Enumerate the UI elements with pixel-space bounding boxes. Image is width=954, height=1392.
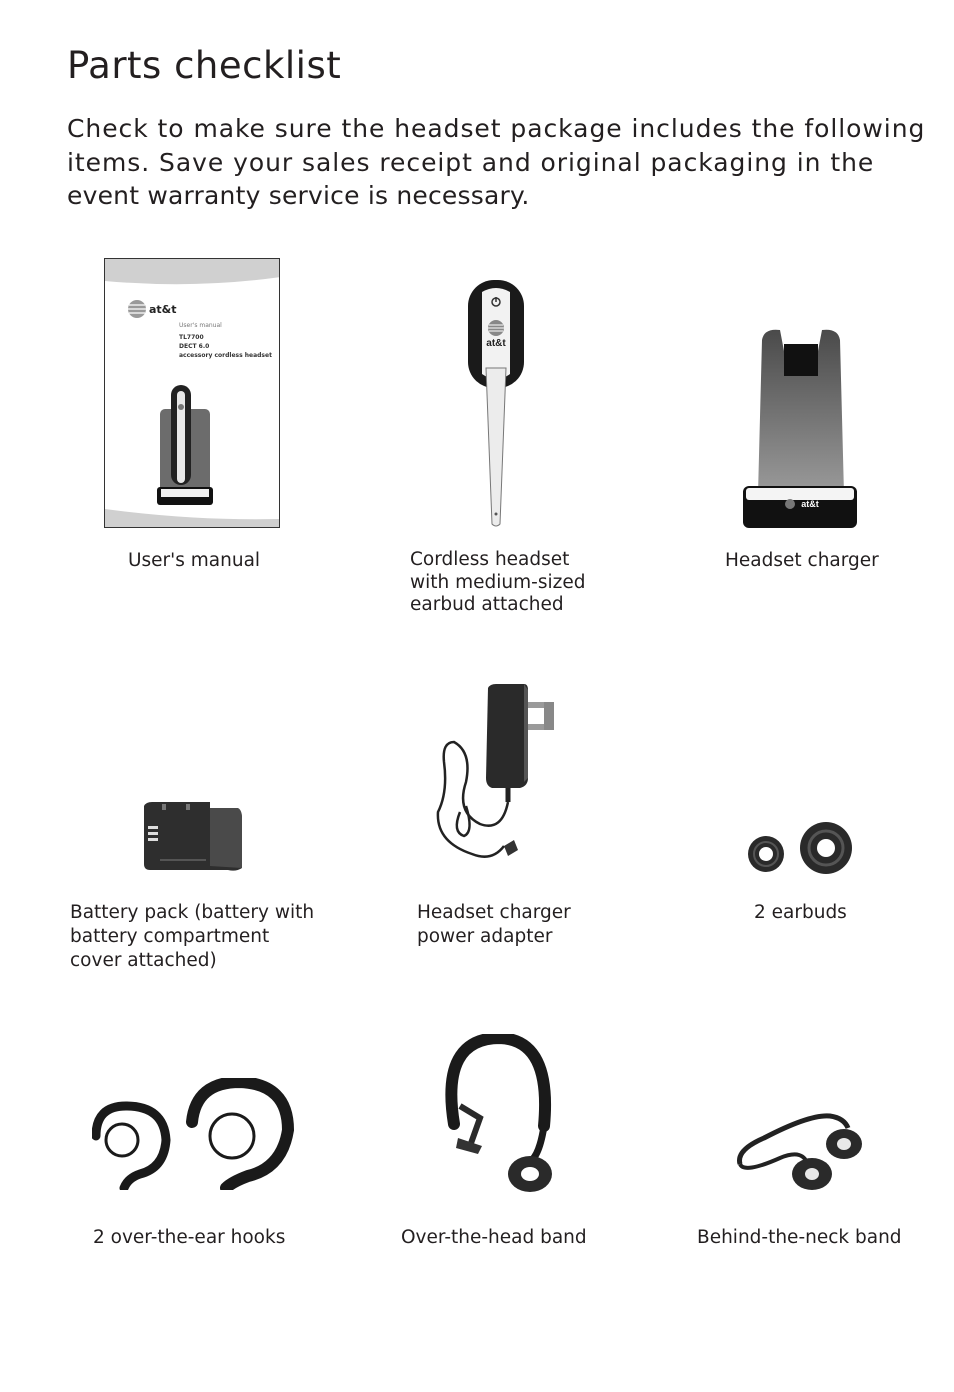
charger-cradle-icon	[740, 326, 860, 530]
caption-cordless-headset: Cordless headset with medium-sized earbud attached	[410, 549, 586, 615]
earbuds-icon	[746, 820, 854, 876]
caption-earbuds: 2 earbuds	[754, 902, 847, 923]
page-title: Parts checklist	[67, 44, 342, 87]
manual-subtitle: User's manual	[179, 322, 222, 329]
headband-icon	[440, 1034, 554, 1194]
intro-text	[67, 112, 926, 213]
manual-model: TL7700	[179, 334, 204, 341]
neckband-icon	[734, 1108, 866, 1192]
caption-behind-neck-band: Behind-the-neck band	[697, 1227, 902, 1248]
ear-hooks-icon	[92, 1078, 294, 1190]
manual-tech: DECT 6.0	[179, 343, 210, 350]
intro-line: items. Save your sales receipt and original packaging in the	[67, 147, 875, 177]
caption-battery-pack: Battery pack (battery with battery compartment cover attached)	[70, 902, 315, 971]
headset-brand: at&t	[486, 338, 506, 349]
charger-brand: at&t	[801, 499, 819, 509]
manual-product: accessory cordless headset	[179, 352, 272, 359]
manual-brand: at&t	[149, 303, 177, 316]
caption-headset-charger: Headset charger	[725, 550, 879, 571]
caption-ear-hooks: 2 over-the-ear hooks	[93, 1227, 286, 1248]
battery-pack-icon	[140, 800, 244, 872]
headset-icon	[460, 278, 532, 530]
manual-booklet-icon	[104, 258, 280, 528]
intro-line: Check to make sure the headset package includes the following	[67, 114, 926, 143]
caption-power-adapter: Headset charger power adapter	[417, 902, 571, 947]
power-adapter-icon	[432, 682, 562, 874]
intro-line: event warranty service is necessary.	[67, 181, 530, 210]
caption-over-head-band: Over-the-head band	[401, 1227, 587, 1248]
caption-users-manual: User's manual	[128, 550, 261, 571]
